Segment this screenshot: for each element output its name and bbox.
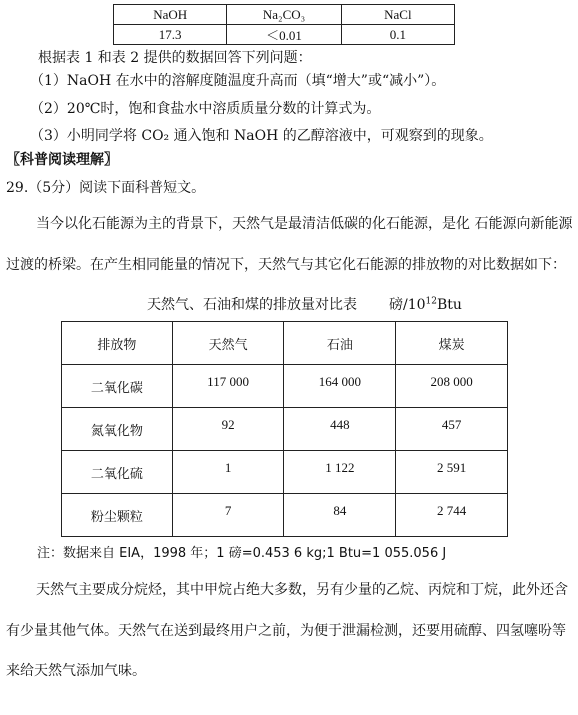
table-note: 注：数据来自 EIA，1998 年；1 磅=0.453 6 kg;1 Btu=1 055.056 J	[37, 546, 447, 561]
paragraph-1-line-1: 当今以化石能源为主的背景下，天然气是最清洁低碳的化石能源，是化 石能源向新能源	[36, 216, 573, 232]
question-1: （1）NaOH 在水中的溶解度随温度升高而（填“增大”或“减小”）。	[30, 73, 446, 89]
paragraph-2-line-3: 来给天然气添加气味。	[6, 663, 146, 679]
emission-header-coal: 煤炭	[396, 322, 508, 365]
paragraph-2-line-2: 有少量其他气体。天然气在送到最终用户之前，为便于泄漏检测，还要用硫醇、四氢噻吩等	[6, 623, 566, 639]
cell-co2-oil: 164 000	[284, 365, 396, 408]
solubility-header-nacl: NaCl	[341, 5, 454, 25]
cell-co2-coal: 208 000	[396, 365, 508, 408]
cell-so2-natural-gas: 1	[172, 451, 284, 494]
row-label-nox: 氮氧化物	[62, 408, 173, 451]
solubility-value-na2co3: ＜0.01	[227, 25, 341, 45]
row-label-co2: 二氧化碳	[62, 365, 173, 408]
cell-dust-oil: 84	[284, 494, 396, 537]
solubility-table	[113, 4, 455, 45]
table-row	[62, 408, 508, 451]
row-label-dust: 粉尘颗粒	[62, 494, 173, 537]
problem-title: 29.（5分）阅读下面科普短文。	[6, 180, 206, 196]
paragraph-1-line-2: 过渡的桥梁。在产生相同能量的情况下，天然气与其它化石能源的排放物的对比数据如下：	[6, 257, 566, 273]
section-header: 〖科普阅读理解〗	[6, 152, 118, 168]
emission-header-oil: 石油	[284, 322, 396, 365]
cell-co2-natural-gas: 117 000	[172, 365, 284, 408]
cell-dust-natural-gas: 7	[172, 494, 284, 537]
emission-table-unit: 磅$/10^{12}Btu$	[389, 296, 462, 313]
emission-header-row	[62, 322, 508, 365]
emission-table-title: 天然气、石油和煤的排放量对比表	[147, 297, 357, 313]
solubility-header-naoh: NaOH	[114, 5, 227, 25]
cell-nox-coal: 457	[396, 408, 508, 451]
solubility-value-naoh: 17.3	[114, 25, 227, 45]
questions-intro: 根据表 1 和表 2 提供的数据回答下列问题：	[38, 50, 312, 66]
cell-dust-coal: 2 744	[396, 494, 508, 537]
table-row	[62, 451, 508, 494]
cell-so2-coal: 2 591	[396, 451, 508, 494]
table-row	[62, 365, 508, 408]
paragraph-2-line-1: 天然气主要成分烷烃，其中甲烷占绝大多数，另有少量的乙烷、丙烷和丁烷，此外还含	[36, 582, 568, 598]
cell-nox-natural-gas: 92	[172, 408, 284, 451]
solubility-header-na2co3: Na₂CO₃	[227, 5, 341, 25]
solubility-value-row	[114, 25, 455, 45]
solubility-value-nacl: 0.1	[341, 25, 454, 45]
table-row	[62, 494, 508, 537]
emission-table	[61, 321, 508, 537]
emission-header-pollutant: 排放物	[62, 322, 173, 365]
question-2: （2）20℃时，饱和食盐水中溶质质量分数的计算式为。	[30, 101, 381, 117]
row-label-so2: 二氧化硫	[62, 451, 173, 494]
cell-nox-oil: 448	[284, 408, 396, 451]
solubility-header-row	[114, 5, 455, 25]
cell-so2-oil: 1 122	[284, 451, 396, 494]
emission-header-natural-gas: 天然气	[172, 322, 284, 365]
question-3: （3）小明同学将 CO₂ 通入饱和 NaOH 的乙醇溶液中，可观察到的现象。	[30, 128, 493, 144]
